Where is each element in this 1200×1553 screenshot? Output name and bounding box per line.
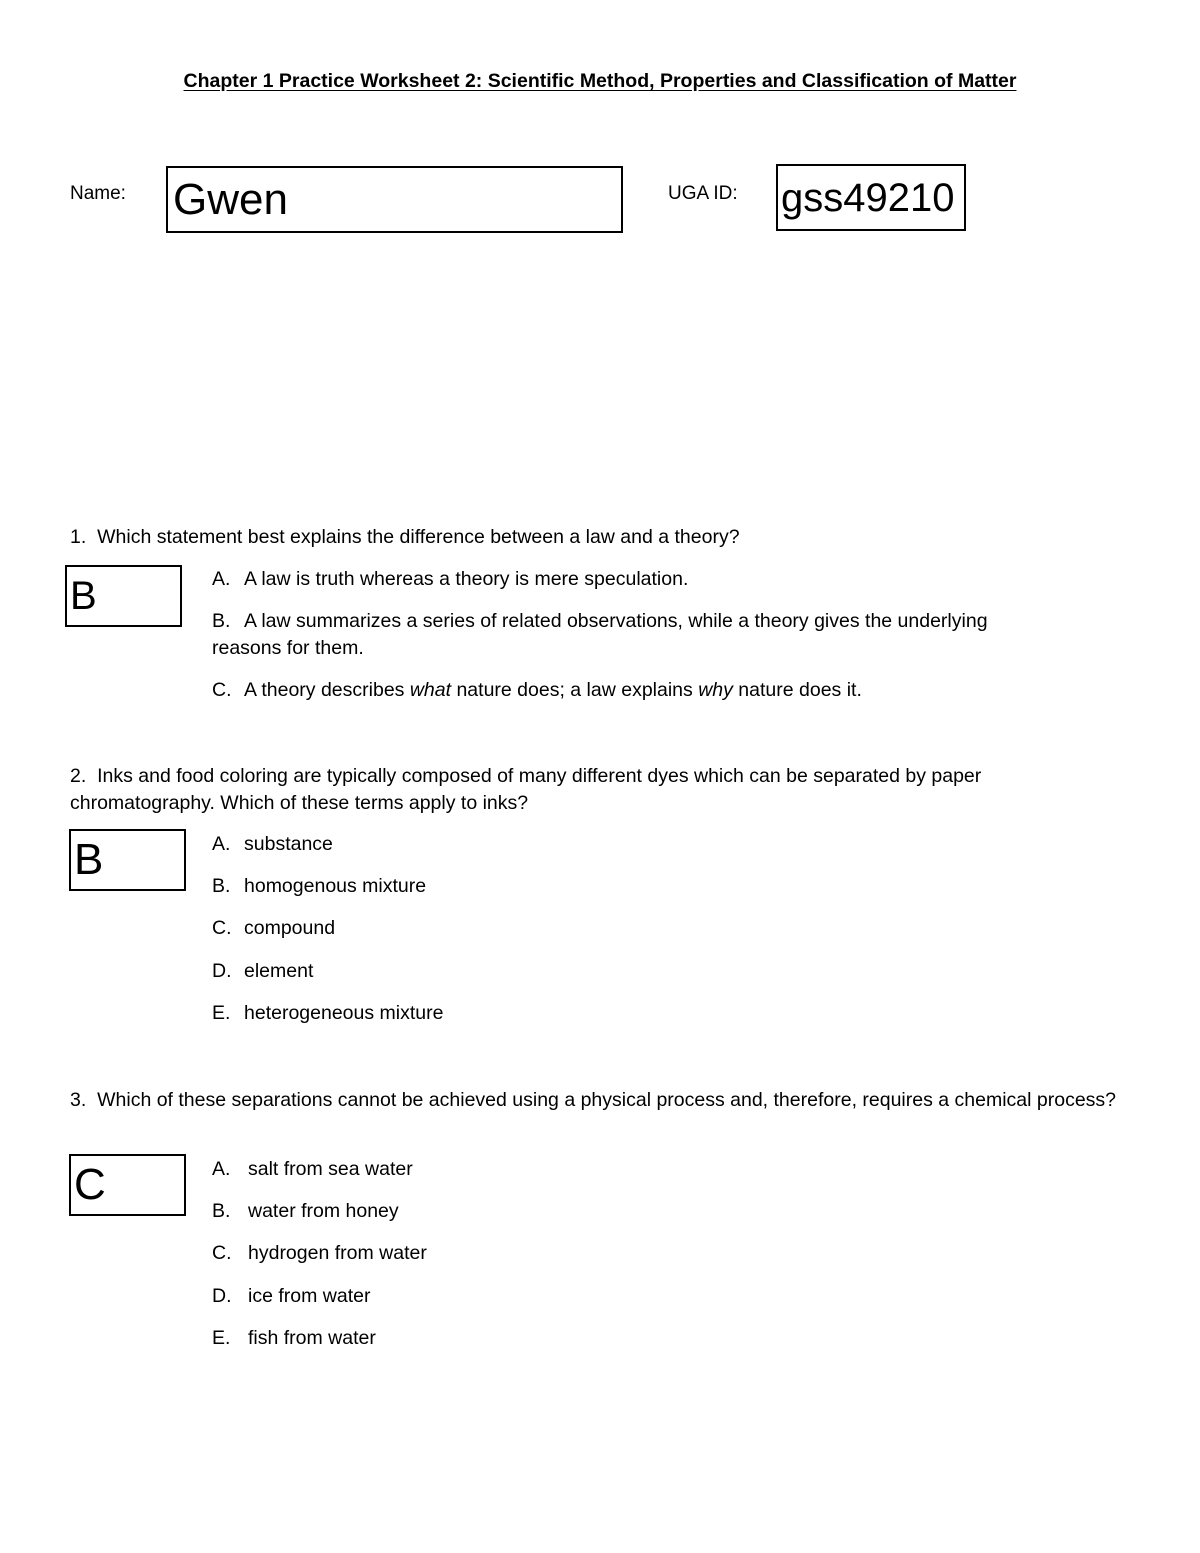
question-number: 1. [70, 526, 87, 548]
option-2c[interactable] [212, 915, 1092, 942]
option-letter: C. [212, 679, 232, 701]
option-2a[interactable] [212, 831, 1092, 858]
option-3b[interactable] [212, 1198, 1092, 1225]
option-emphasis-what: what [409, 679, 452, 701]
option-letter: B. [212, 875, 231, 897]
option-text: fish from water [248, 1327, 376, 1349]
option-letter: A. [212, 833, 231, 855]
question-number: 2. [70, 765, 87, 787]
option-letter: A. [212, 1158, 231, 1180]
answer-box-2[interactable]: B [69, 829, 186, 891]
option-3d[interactable] [212, 1283, 1092, 1310]
option-text-part: A theory describes [244, 679, 410, 701]
option-emphasis-why: why [698, 679, 733, 701]
option-letter: D. [212, 960, 232, 982]
option-1c[interactable] [212, 677, 1092, 704]
question-3-prompt [70, 1087, 1130, 1114]
question-text: Inks and food coloring are typically composed of many different dyes which can be separated by paper chromatography. Which of these terms apply to inks? [70, 765, 982, 814]
option-text-continued: reasons for them. [212, 637, 364, 659]
option-text: heterogeneous mixture [244, 1002, 444, 1024]
option-letter: C. [212, 1242, 232, 1264]
option-2d[interactable] [212, 958, 1092, 985]
option-letter: E. [212, 1327, 231, 1349]
option-letter: B. [212, 1200, 231, 1222]
option-1b[interactable] [212, 608, 1092, 662]
name-field[interactable]: Gwen [166, 166, 623, 233]
option-1a[interactable] [212, 566, 1092, 593]
question-text: Which statement best explains the difference between a law and a theory? [97, 526, 740, 548]
name-label: Name: [70, 183, 126, 204]
answer-box-3[interactable]: C [69, 1154, 186, 1216]
option-text-part: nature does; a law explains [451, 679, 699, 701]
question-2-prompt [70, 763, 1130, 817]
option-3a[interactable] [212, 1156, 1092, 1183]
option-text: element [244, 960, 314, 982]
option-text: homogenous mixture [244, 875, 427, 897]
option-letter: A. [212, 568, 231, 590]
option-2b[interactable] [212, 873, 1092, 900]
option-letter: B. [212, 610, 231, 632]
option-text: hydrogen from water [248, 1242, 427, 1264]
option-3c[interactable] [212, 1240, 1092, 1267]
question-number: 3. [70, 1089, 87, 1111]
uga-id-field[interactable]: gss49210 [776, 164, 966, 231]
question-1-prompt [70, 524, 1130, 551]
option-text: A law summarizes a series of related observations, while a theory gives the underlying [244, 610, 988, 632]
option-text-part: nature does it. [732, 679, 862, 701]
question-text: Which of these separations cannot be achieved using a physical process and, therefore, requires a chemical process? [97, 1089, 1117, 1111]
option-2e[interactable] [212, 1000, 1092, 1027]
option-letter: D. [212, 1285, 232, 1307]
option-letter: C. [212, 917, 232, 939]
uga-id-label: UGA ID: [668, 183, 738, 204]
option-text: water from honey [248, 1200, 399, 1222]
option-text: salt from sea water [248, 1158, 413, 1180]
option-text: A law is truth whereas a theory is mere speculation. [244, 568, 689, 590]
worksheet-title: Chapter 1 Practice Worksheet 2: Scientific Method, Properties and Classification of Matter [183, 70, 1017, 92]
option-text: compound [244, 917, 336, 939]
answer-box-1[interactable]: B [65, 565, 182, 627]
option-text: substance [244, 833, 333, 855]
option-letter: E. [212, 1002, 231, 1024]
option-text: ice from water [248, 1285, 371, 1307]
option-3e[interactable] [212, 1325, 1092, 1352]
